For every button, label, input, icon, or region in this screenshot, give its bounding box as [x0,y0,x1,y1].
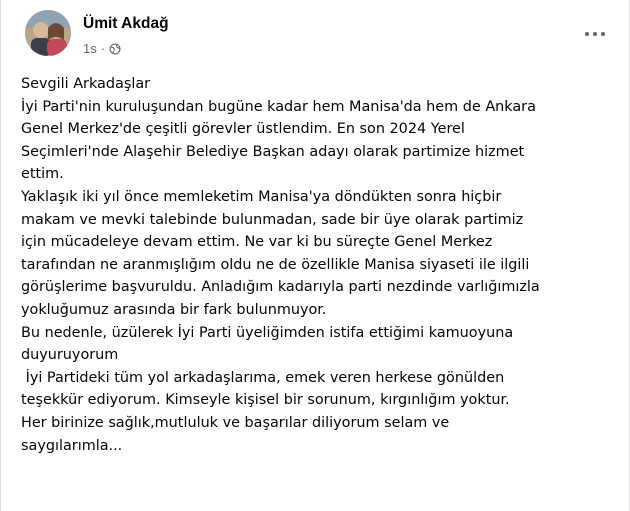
post-text-line: Genel Merkez'de çeşitli görevler üstlendim. En son 2024 Yerel [21,121,465,138]
post-text-line: görüşlerime başvuruldu. Anladığım kadarıyla parti nezdinde varlığımızla [21,279,540,296]
post-text-line: Her birinize sağlık,mutluluk ve başarılar diliyorum selam ve [21,414,450,431]
author-name[interactable]: Ümit Akdağ [83,15,169,32]
post-header [25,10,613,66]
post-text-line: duyuruyorum [21,347,119,364]
post-text-line: Yaklaşık iki yıl önce memleketim Manisa'ya döndükten sonra hiçbir [21,188,502,205]
globe-icon [109,43,121,55]
post-text-line: ettim. [21,166,64,183]
post-text-line: tarafından ne aranmışlığım oldu ne de özellikle Manisa siyaseti ile ilgili [21,256,530,273]
post-text-line: Sevgili Arkadaşlar [21,76,151,92]
post-text-line: için mücadeleye devam ettim. Ne var ki bu süreçte Genel Merkez [21,234,493,251]
post-meta: 1s · [83,41,121,56]
post-text-line: Bu nedenle, üzülerek İyi Parti üyeliğimden istifa ettiğimi kamuoyuna [21,324,514,341]
avatar[interactable] [25,10,71,56]
post-text-line: makam ve mevki talebinde bulunmadan, sade bir üye olarak partimiz [21,211,524,228]
post-text-line: İyi Parti'nin kuruluşundan bugüne kadar hem Manisa'da hem de Ankara [21,98,536,115]
post-body [21,73,621,457]
more-options-icon[interactable] [577,20,613,48]
post-text-line: yokluğumuz arasında bir fark bulunmuyor. [21,301,327,318]
post-text-line: İyi Partideki tüm yol arkadaşlarıma, emek veren herkese gönülden [21,369,505,386]
post-text-line: saygılarımla... [21,437,123,454]
post-timestamp[interactable]: 1s [83,41,97,56]
post-text-line: teşekkür ediyorum. Kimseyle kişisel bir sorunum, kırgınlığım yoktur. [21,392,510,409]
post-text-line: Seçimleri'nde Alaşehir Belediye Başkan adayı olarak partimize hizmet [21,143,525,160]
